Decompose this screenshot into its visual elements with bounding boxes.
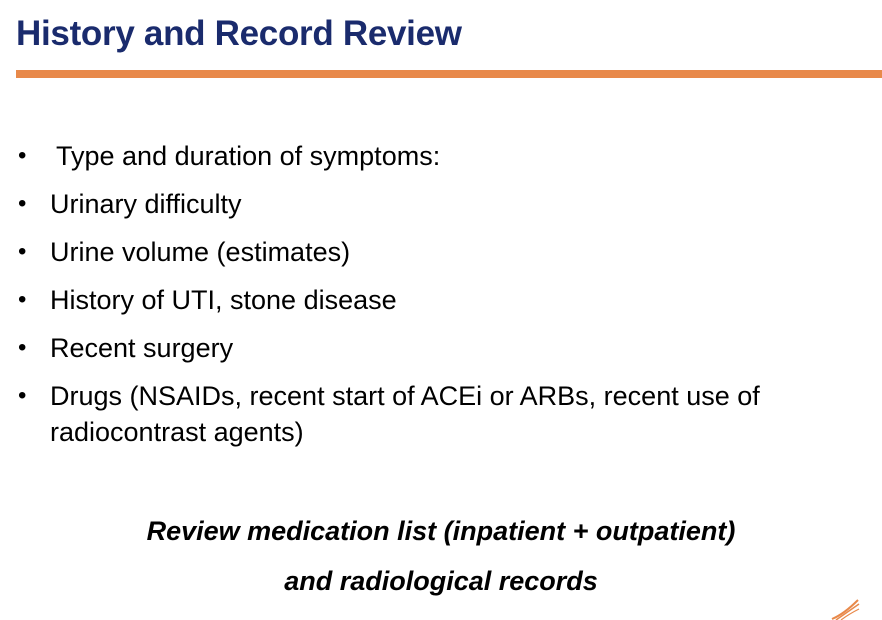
bullet-item [16, 282, 876, 318]
bullet-item [16, 138, 876, 174]
bullet-text: Drugs (NSAIDs, recent start of ACEi or ARBs, recent use of radiocontrast agents) [50, 381, 760, 447]
title-underline [16, 70, 882, 78]
bullet-item [16, 330, 876, 366]
bullet-text: Recent surgery [50, 333, 234, 363]
bullet-item [16, 378, 876, 450]
bullet-text: Type and duration of symptoms: [56, 141, 441, 171]
bullet-text: Urine volume (estimates) [50, 237, 351, 267]
bullet-item [16, 186, 876, 222]
bullet-item [16, 234, 876, 270]
bullet-text: Urinary difficulty [50, 189, 242, 219]
review-note-line1: Review medication list (inpatient + outpatient) [146, 516, 736, 546]
review-note-line2: and radiological records [284, 566, 598, 596]
slide-title: History and Record Review [16, 14, 462, 53]
bullet-text: History of UTI, stone disease [50, 285, 397, 315]
bullet-list [16, 138, 876, 462]
logo-swoosh-icon [830, 598, 860, 620]
